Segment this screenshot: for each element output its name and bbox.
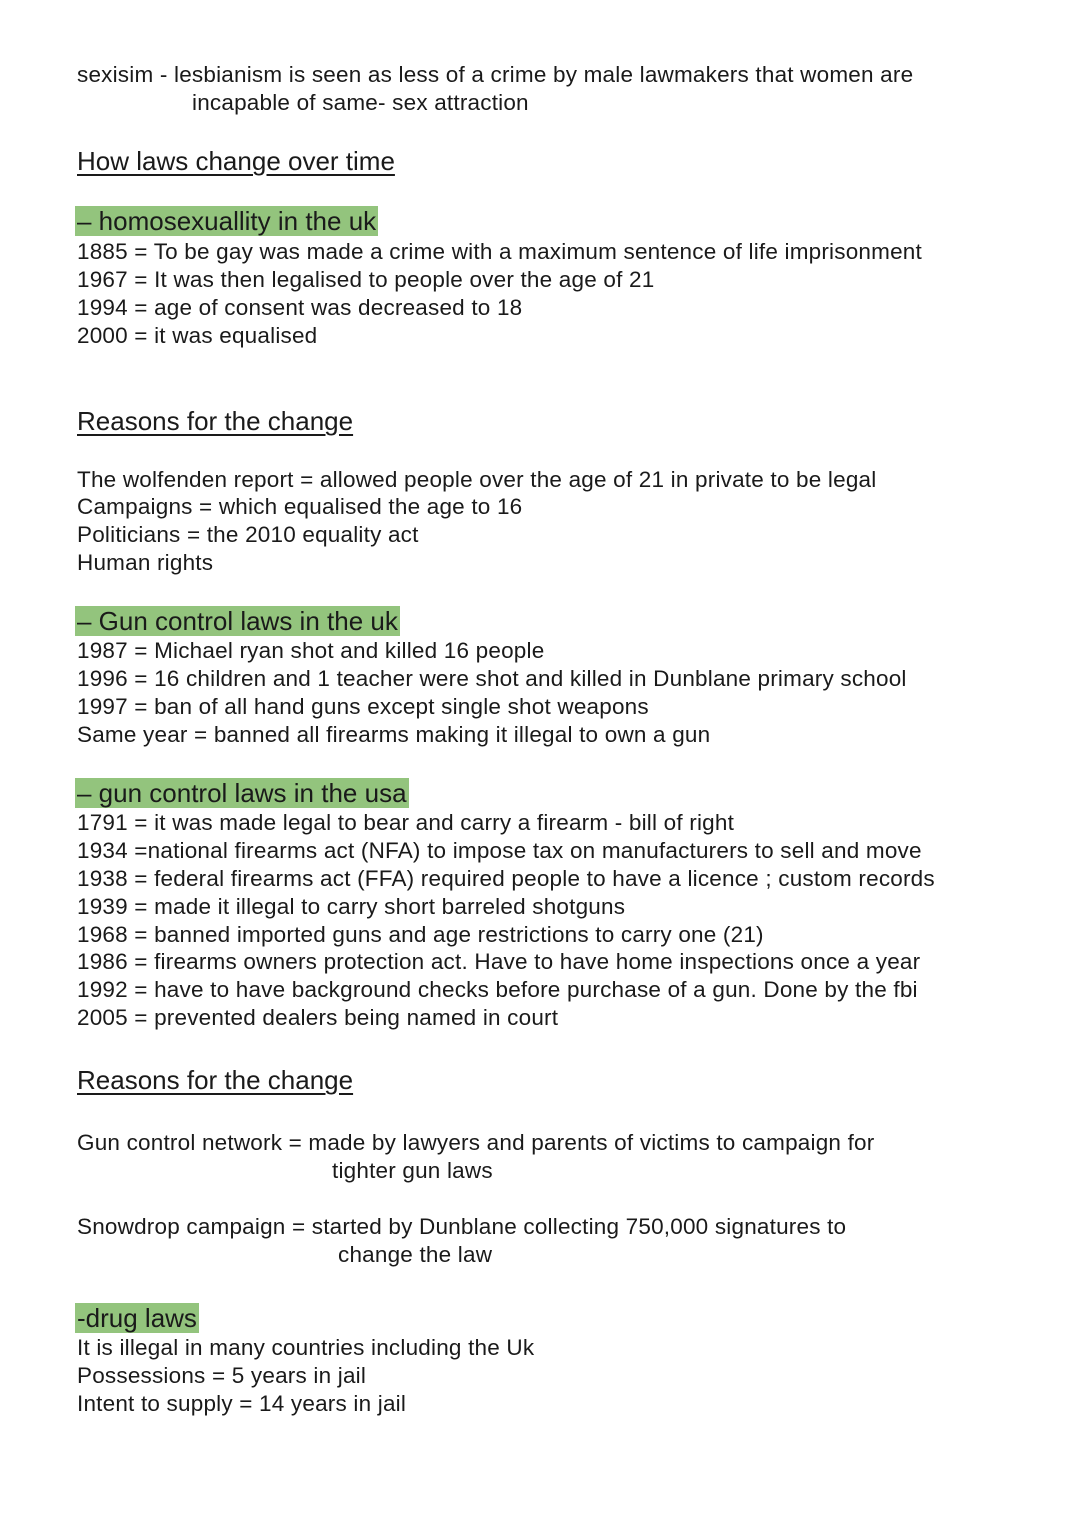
list-item: 1986 = firearms owners protection act. Have to have home inspections once a year	[77, 949, 921, 974]
list-item: 1934 =national firearms act (NFA) to impose tax on manufacturers to sell and move	[77, 838, 922, 863]
intro-line: sexisim - lesbianism is seen as less of a crime by male lawmakers that women are	[77, 62, 914, 87]
list-item: 1987 = Michael ryan shot and killed 16 people	[77, 638, 545, 663]
highlighted-subheading: – Gun control laws in the uk	[77, 606, 398, 636]
section-heading: How laws change over time	[77, 146, 395, 176]
list-item: 1967 = It was then legalised to people over the age of 21	[77, 267, 655, 292]
list-item: Gun control network = made by lawyers and parents of victims to campaign for	[77, 1130, 875, 1155]
list-item: Intent to supply = 14 years in jail	[77, 1391, 407, 1416]
section-heading: Reasons for the change	[77, 406, 354, 436]
intro-line: incapable of same- sex attraction	[192, 90, 529, 115]
list-item: 2000 = it was equalised	[77, 323, 318, 348]
list-item: 1968 = banned imported guns and age restrictions to carry one (21)	[77, 922, 764, 947]
list-item: The wolfenden report = allowed people over the age of 21 in private to be legal	[77, 467, 877, 492]
list-item-continuation: change the law	[338, 1242, 493, 1267]
highlighted-subheading: – homosexuallity in the uk	[77, 206, 377, 236]
list-item: 1885 = To be gay was made a crime with a maximum sentence of life imprisonment	[77, 239, 922, 264]
list-item: 1791 = it was made legal to bear and carry a firearm - bill of right	[77, 810, 735, 835]
highlighted-subheading: -drug laws	[77, 1303, 197, 1333]
list-item: Snowdrop campaign = started by Dunblane collecting 750,000 signatures to	[77, 1214, 847, 1239]
list-item: 1997 = ban of all hand guns except single shot weapons	[77, 694, 649, 719]
list-item: 1992 = have to have background checks before purchase of a gun. Done by the fbi	[77, 977, 918, 1002]
list-item: 1938 = federal firearms act (FFA) required people to have a licence ; custom records	[77, 866, 935, 891]
highlighted-subheading: – gun control laws in the usa	[77, 778, 407, 808]
list-item-continuation: tighter gun laws	[332, 1158, 493, 1183]
list-item: 1994 = age of consent was decreased to 18	[77, 295, 523, 320]
list-item: Campaigns = which equalised the age to 16	[77, 494, 523, 519]
list-item: 2005 = prevented dealers being named in court	[77, 1005, 559, 1030]
list-item: 1996 = 16 children and 1 teacher were shot and killed in Dunblane primary school	[77, 666, 907, 691]
list-item: 1939 = made it illegal to carry short barreled shotguns	[77, 894, 626, 919]
list-item: Possessions = 5 years in jail	[77, 1363, 367, 1388]
section-heading: Reasons for the change	[77, 1065, 354, 1095]
list-item: Politicians = the 2010 equality act	[77, 522, 419, 547]
list-item: Same year = banned all firearms making it illegal to own a gun	[77, 722, 711, 747]
list-item: It is illegal in many countries including the Uk	[77, 1335, 535, 1360]
list-item: Human rights	[77, 550, 214, 575]
